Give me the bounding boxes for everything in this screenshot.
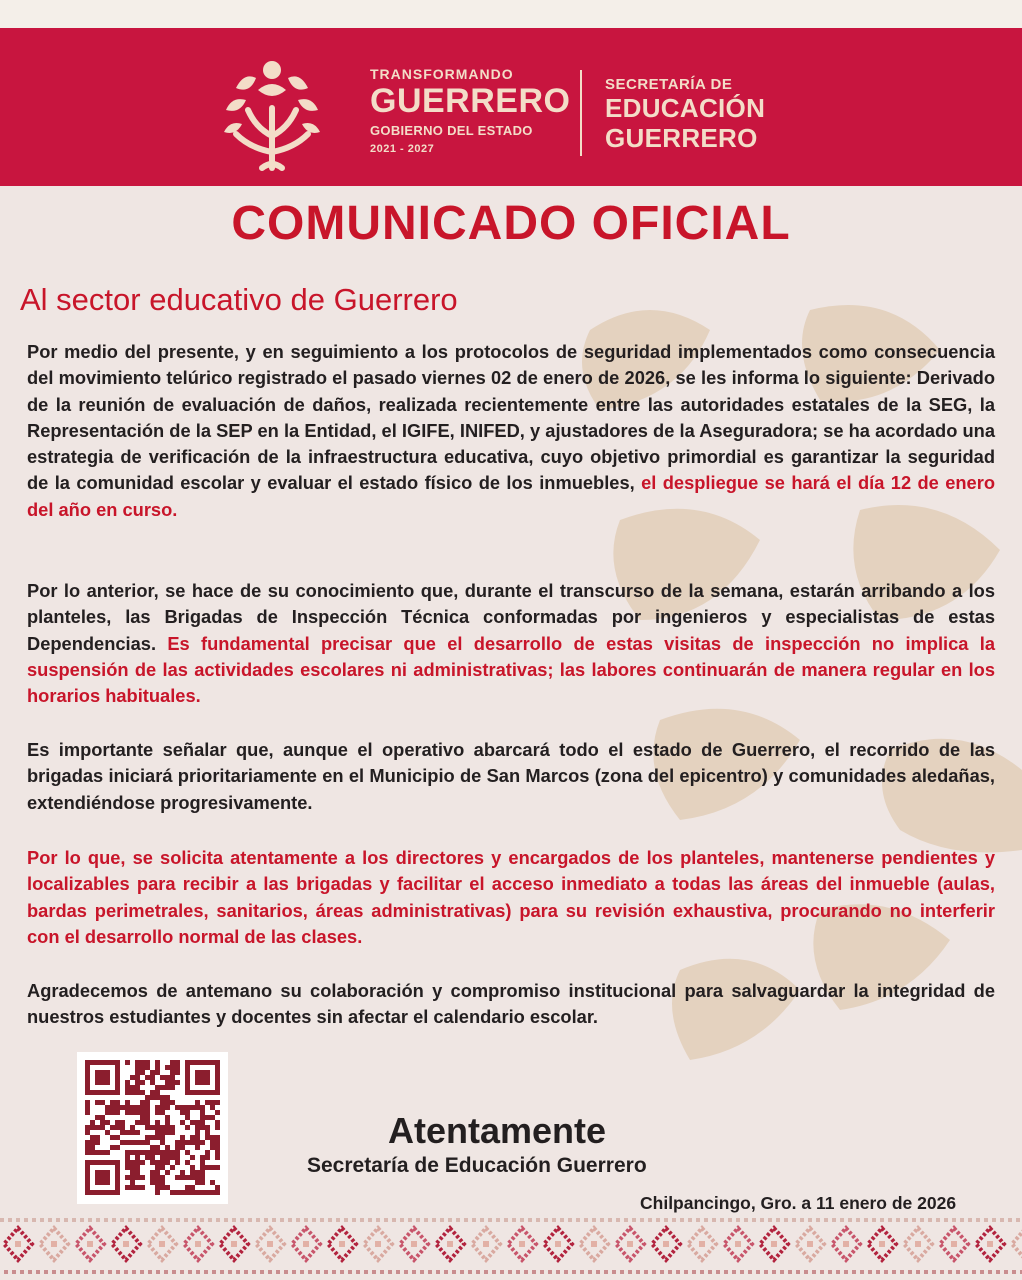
secretariat-logo-text (605, 76, 765, 153)
sec-line3: GUERRERO (605, 123, 758, 153)
addressee: Al sector educativo de Guerrero (20, 282, 458, 317)
paragraph-1-highlight: el despliegue se hará el día 12 de enero del año en curso. (27, 472, 995, 520)
page-title: COMUNICADO OFICIAL (231, 197, 791, 250)
top-strip (0, 0, 1022, 28)
place-and-date: Chilpancingo, Gro. a 11 enero de 2026 (640, 1193, 957, 1213)
paragraph-3: Es importante señalar que, aunque el operativo abarcará todo el estado de Guerrero, el recorrido de las brigadas iniciará prioritariamente en el Municipio de San Marcos (zona del epicentro) y comunidades aledañas, extendiéndose progresivamente. (27, 739, 995, 813)
paragraph-1 (27, 339, 995, 523)
header-divider (580, 70, 582, 156)
qr-code[interactable] (77, 1052, 228, 1204)
sec-line1: SECRETARÍA DE (605, 76, 733, 93)
paragraph-2-highlight: Es fundamental precisar que el desarrollo de estas visitas de inspección no implica la suspensión de las actividades escolares ni administrativas; las labores continuarán de manera regular en los horarios habituales. (27, 632, 995, 707)
signing-office: Secretaría de Educación Guerrero (307, 1154, 647, 1177)
decorative-border (0, 1216, 1022, 1280)
paragraph-2-text: Por lo anterior, se hace de su conocimiento que, durante el transcurso de la semana, estarán arribando a los planteles, las Brigadas de Inspección Técnica conformadas por ingenieros y especialistas de estas Dependencias. (27, 580, 995, 654)
qr-code-pattern (85, 1060, 220, 1195)
government-logo-text (370, 66, 570, 155)
tree-logo-icon (222, 48, 322, 176)
sec-line2: EDUCACIÓN (605, 93, 766, 123)
gov-years: 2021 - 2027 (370, 143, 435, 155)
paragraph-5: Agradecemos de antemano su colaboración y compromiso institucional para salvaguardar la integridad de nuestros estudiantes y docentes sin afectar el calendario escolar. (27, 980, 995, 1028)
gov-tagline: TRANSFORMANDO (370, 66, 514, 82)
gov-name: GUERRERO (370, 82, 571, 120)
paragraph-1-text: Por medio del presente, y en seguimiento a los protocolos de seguridad implementados como consecuencia del movimiento telúrico registrado el pasado viernes 02 de enero de 2026, se les informa lo siguiente: Derivado de la reunión de evaluación de daños, realizada recientemente entre las autoridades estatales de la SEG, la Representación de la SEP en la Entidad, el IGIFE, INIFED, y ajustadores de la Aseguradora; se ha acordado una estrategia de verificación de la infraestructura educativa, cuyo objetivo primordial es garantizar la seguridad de la comunidad escolar y evaluar el estado físico de los inmuebles, (27, 341, 995, 494)
closing: Atentamente (388, 1110, 607, 1151)
paragraph-4: Por lo que, se solicita atentamente a los directores y encargados de los planteles, mantenerse pendientes y localizables para recibir a las brigadas y facilitar el acceso inmediato a todas las áreas del inmueble (aulas, bardas perimetrales, sanitarios, áreas administrativas) para su revisión exhaustiva, procurando no interferir con el desarrollo normal de las clases. (27, 847, 995, 947)
header-banner (0, 28, 1022, 186)
gov-subtitle: GOBIERNO DEL ESTADO (370, 123, 533, 138)
paragraph-2 (27, 578, 995, 709)
